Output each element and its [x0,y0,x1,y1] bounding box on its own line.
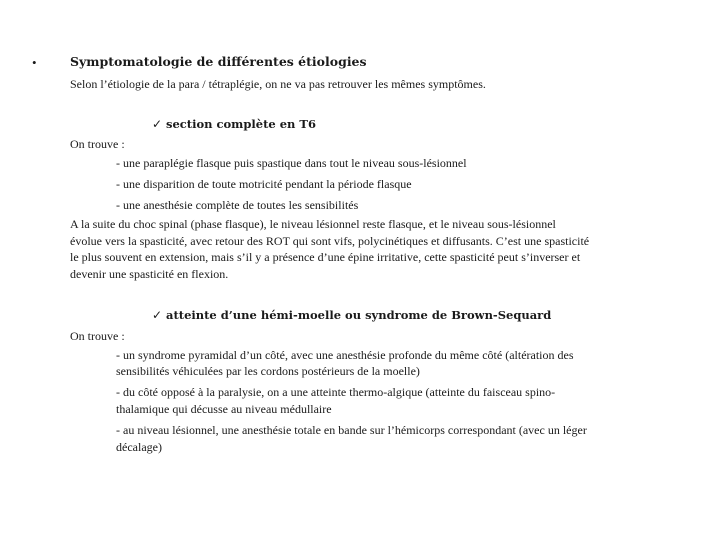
case-1-item-3: - une anesthésie complète de toutes les sensibilités [116,198,359,212]
case-2-item-1-line-2: sensibilités véhiculées par les cordons postérieurs de la moelle) [116,364,420,378]
checkmark-icon: ✓ [152,308,163,322]
case-2-item-2-line-2: thalamique qui décusse au niveau médullaire [116,402,332,416]
case-1-item-2: - une disparition de toute motricité pendant la période flasque [116,177,412,191]
case-2-item-1-line-1: - un syndrome pyramidal d’un côté, avec une anesthésie profonde du même côté (altération des [116,348,574,362]
case-1-item-1: - une paraplégie flasque puis spastique dans tout le niveau sous-lésionnel [116,156,467,170]
case-2-item-2-line-1: - du côté opposé à la paralysie, on a une atteinte thermo-algique (atteinte du faisceau spino- [116,385,556,399]
case-2-heading [152,307,551,324]
case-1-paragraph-line-3: le plus souvent en extension, mais s’il y a présence d’une épine irritative, cette spasticité peut s’inverser et [70,250,581,264]
case-1-paragraph-line-1: A la suite du choc spinal (phase flasque), le niveau lésionnel reste flasque, et le niveau sous-lésionnel [70,217,556,231]
bullet-icon: • [32,55,37,70]
checkmark-icon: ✓ [152,117,163,131]
section-intro: Selon l’étiologie de la para / tétraplégie, on ne va pas retrouver les mêmes symptômes. [70,77,486,91]
case-1-title: section complète en T6 [166,117,316,131]
case-2-item-3-line-1: - au niveau lésionnel, une anesthésie totale en bande sur l’hémicorps correspondant (avec un léger [116,423,587,437]
case-2-item-3-line-2: décalage) [116,440,162,454]
case-2-on-trouve: On trouve : [70,329,125,343]
case-2-title: atteinte d’une hémi-moelle ou syndrome de Brown-Sequard [166,308,552,322]
case-1-paragraph-line-2: évolue vers la spasticité, avec retour des ROT qui sont vifs, polycinétiques et diffusants. C’est une spasticité [70,234,590,248]
section-title: Symptomatologie de différentes étiologies [70,54,367,69]
case-1-on-trouve: On trouve : [70,137,125,151]
case-1-heading [152,116,316,133]
case-1-paragraph-line-4: devenir une spasticité en flexion. [70,267,229,281]
